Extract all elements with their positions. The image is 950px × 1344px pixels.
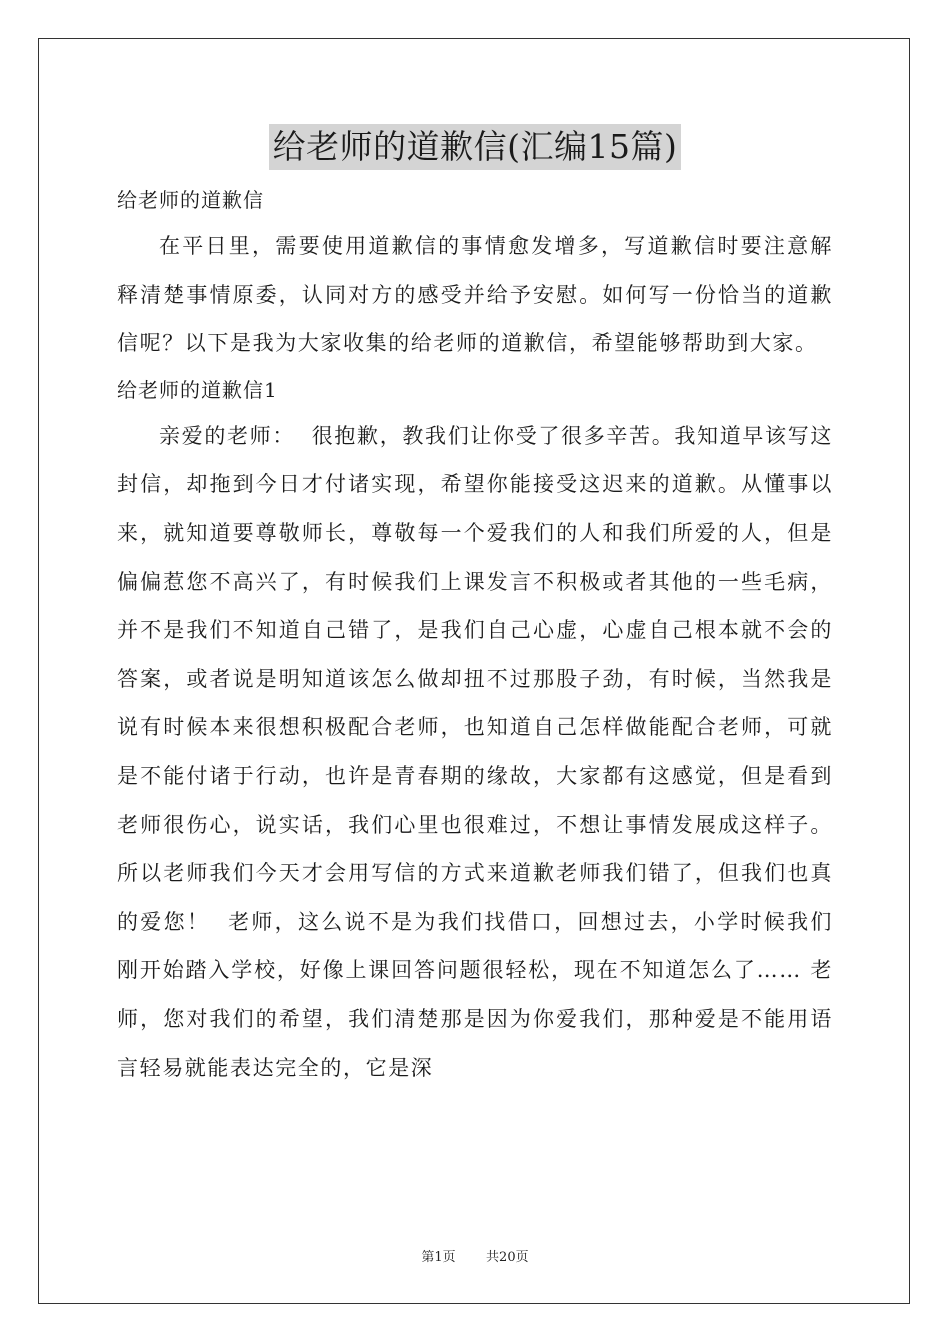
intro-heading: 给老师的道歉信 [117,188,264,212]
intro-paragraph: 在平日里，需要使用道歉信的事情愈发增多，写道歉信时要注意解释清楚事情原委，认同对方的感受并给予安慰。如何写一份恰当的道歉信呢？以下是我为大家收集的给老师的道歉信，希望能够帮助到大家。 [117,234,833,356]
section-heading: 给老师的道歉信1 [117,377,278,402]
section-paragraph: 亲爱的老师： 很抱歉，教我们让你受了很多辛苦。我知道早该写这封信，却拖到今日才付诸实现，希望你能接受这迟来的道歉。从懂事以来，就知道要尊敬师长，尊敬每一个爱我们的人和我们所爱的人，但是偏偏惹您不高兴了，有时候我们上课发言不积极或者其他的一些毛病，并不是我们不知道自己错了，是我们自己心虚，心虚自己根本就不会的答案，或者说是明知道该怎么做却扭不过那股子劲，有时候，当然我是说有时候本来很想积极配合老师，也知道自己怎样做能配合老师，可就是不能付诸于行动，也许是青春期的缘故，大家都有这感觉，但是看到老师很伤心，说实话，我们心里也很难过，不想让事情发展成这样子。所以老师我们今天才会用写信的方式来道歉老师我们错了，但我们也真的爱您！ 老师，这么说不是为我们找借口，回想过去，小学时候我们刚开始踏入学校，好像上课回答问题很轻松，现在不知道怎么了…… 老师，您对我们的希望，我们清楚那是因为你爱我们，那种爱是不能用语言轻易就能表达完全的，它是深 [117,423,833,1080]
document-body [117,178,833,1092]
page-number: 第1页 共20页 [421,1250,529,1265]
title-container [0,124,950,170]
page-footer [0,1246,950,1265]
document-title: 给老师的道歉信(汇编15篇) [269,124,682,170]
